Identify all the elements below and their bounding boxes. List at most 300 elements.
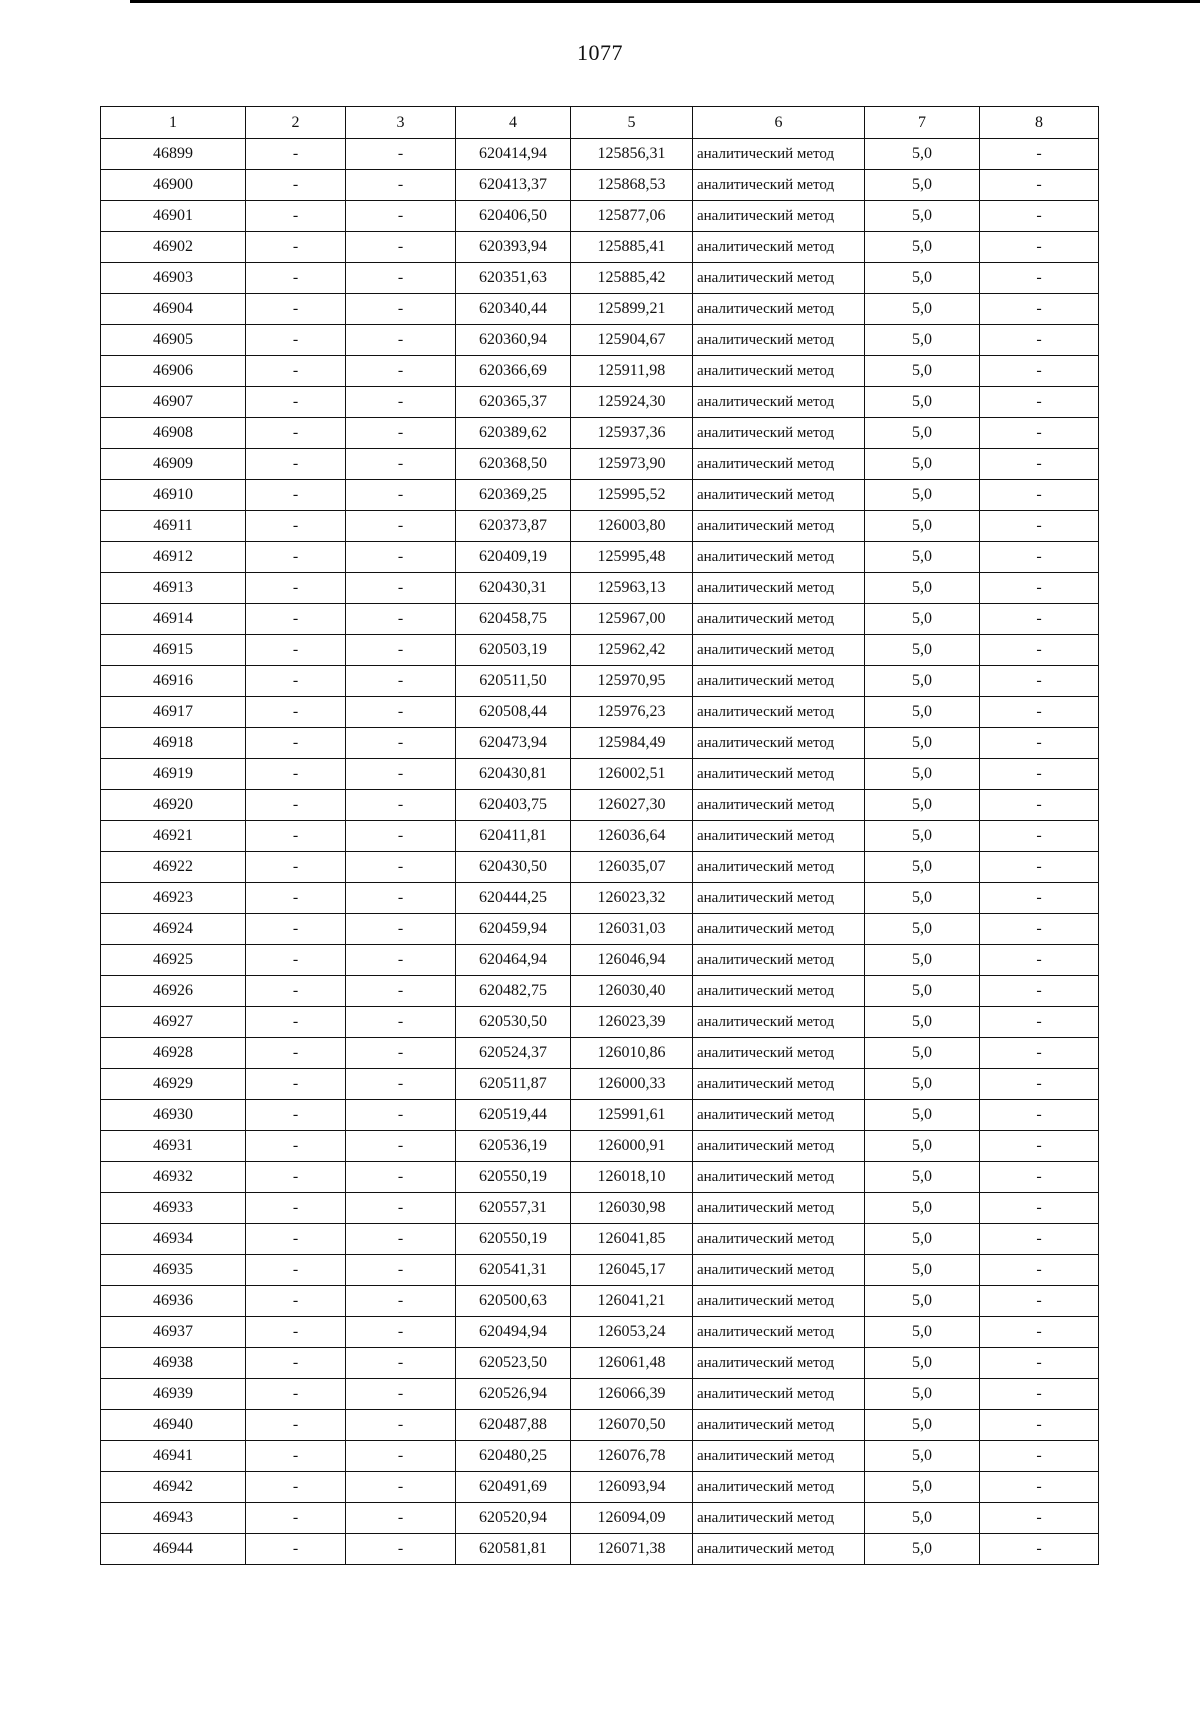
col2-cell: - <box>246 170 346 201</box>
method-cell: аналитический метод <box>693 790 865 821</box>
col8-cell: - <box>980 883 1099 914</box>
y-coordinate-cell: 126000,91 <box>571 1131 693 1162</box>
accuracy-cell: 5,0 <box>865 728 980 759</box>
col8-cell: - <box>980 1100 1099 1131</box>
col2-cell: - <box>246 325 346 356</box>
column-header-8: 8 <box>980 107 1099 139</box>
table-row <box>101 759 1099 790</box>
col3-cell: - <box>346 666 456 697</box>
col3-cell: - <box>346 1007 456 1038</box>
x-coordinate-cell: 620550,19 <box>456 1224 571 1255</box>
x-coordinate-cell: 620480,25 <box>456 1441 571 1472</box>
col8-cell: - <box>980 976 1099 1007</box>
col3-cell: - <box>346 821 456 852</box>
y-coordinate-cell: 125991,61 <box>571 1100 693 1131</box>
col2-cell: - <box>246 201 346 232</box>
accuracy-cell: 5,0 <box>865 852 980 883</box>
col2-cell: - <box>246 387 346 418</box>
table-row <box>101 232 1099 263</box>
y-coordinate-cell: 125856,31 <box>571 139 693 170</box>
col8-cell: - <box>980 232 1099 263</box>
col3-cell: - <box>346 759 456 790</box>
point-number-cell: 46926 <box>101 976 246 1007</box>
col8-cell: - <box>980 914 1099 945</box>
method-cell: аналитический метод <box>693 480 865 511</box>
col3-cell: - <box>346 852 456 883</box>
method-cell: аналитический метод <box>693 1038 865 1069</box>
accuracy-cell: 5,0 <box>865 573 980 604</box>
x-coordinate-cell: 620393,94 <box>456 232 571 263</box>
method-cell: аналитический метод <box>693 201 865 232</box>
point-number-cell: 46925 <box>101 945 246 976</box>
table-row <box>101 852 1099 883</box>
col2-cell: - <box>246 1224 346 1255</box>
col3-cell: - <box>346 294 456 325</box>
accuracy-cell: 5,0 <box>865 1038 980 1069</box>
column-header-4: 4 <box>456 107 571 139</box>
point-number-cell: 46902 <box>101 232 246 263</box>
table-row <box>101 201 1099 232</box>
col8-cell: - <box>980 480 1099 511</box>
point-number-cell: 46929 <box>101 1069 246 1100</box>
col2-cell: - <box>246 1131 346 1162</box>
accuracy-cell: 5,0 <box>865 356 980 387</box>
col8-cell: - <box>980 356 1099 387</box>
col3-cell: - <box>346 728 456 759</box>
method-cell: аналитический метод <box>693 573 865 604</box>
method-cell: аналитический метод <box>693 263 865 294</box>
x-coordinate-cell: 620406,50 <box>456 201 571 232</box>
y-coordinate-cell: 125970,95 <box>571 666 693 697</box>
col8-cell: - <box>980 418 1099 449</box>
accuracy-cell: 5,0 <box>865 635 980 666</box>
x-coordinate-cell: 620536,19 <box>456 1131 571 1162</box>
method-cell: аналитический метод <box>693 852 865 883</box>
x-coordinate-cell: 620403,75 <box>456 790 571 821</box>
col3-cell: - <box>346 1286 456 1317</box>
col3-cell: - <box>346 976 456 1007</box>
col2-cell: - <box>246 263 346 294</box>
y-coordinate-cell: 125877,06 <box>571 201 693 232</box>
point-number-cell: 46916 <box>101 666 246 697</box>
page-number: 1077 <box>577 40 623 65</box>
col2-cell: - <box>246 1534 346 1565</box>
point-number-cell: 46921 <box>101 821 246 852</box>
table-row <box>101 449 1099 480</box>
col3-cell: - <box>346 263 456 294</box>
point-number-cell: 46928 <box>101 1038 246 1069</box>
col8-cell: - <box>980 1193 1099 1224</box>
method-cell: аналитический метод <box>693 1472 865 1503</box>
x-coordinate-cell: 620360,94 <box>456 325 571 356</box>
col8-cell: - <box>980 635 1099 666</box>
accuracy-cell: 5,0 <box>865 1193 980 1224</box>
y-coordinate-cell: 126035,07 <box>571 852 693 883</box>
col2-cell: - <box>246 1038 346 1069</box>
point-number-cell: 46940 <box>101 1410 246 1441</box>
col8-cell: - <box>980 604 1099 635</box>
x-coordinate-cell: 620459,94 <box>456 914 571 945</box>
accuracy-cell: 5,0 <box>865 1534 980 1565</box>
x-coordinate-cell: 620524,37 <box>456 1038 571 1069</box>
x-coordinate-cell: 620482,75 <box>456 976 571 1007</box>
table-row <box>101 1038 1099 1069</box>
col8-cell: - <box>980 387 1099 418</box>
col8-cell: - <box>980 1069 1099 1100</box>
col8-cell: - <box>980 542 1099 573</box>
method-cell: аналитический метод <box>693 1410 865 1441</box>
col3-cell: - <box>346 139 456 170</box>
col3-cell: - <box>346 1534 456 1565</box>
method-cell: аналитический метод <box>693 1348 865 1379</box>
col2-cell: - <box>246 1069 346 1100</box>
point-number-cell: 46944 <box>101 1534 246 1565</box>
method-cell: аналитический метод <box>693 1069 865 1100</box>
column-header-1: 1 <box>101 107 246 139</box>
x-coordinate-cell: 620541,31 <box>456 1255 571 1286</box>
accuracy-cell: 5,0 <box>865 449 980 480</box>
table-row <box>101 1503 1099 1534</box>
accuracy-cell: 5,0 <box>865 1224 980 1255</box>
column-header-6: 6 <box>693 107 865 139</box>
table-row <box>101 1007 1099 1038</box>
y-coordinate-cell: 126030,98 <box>571 1193 693 1224</box>
accuracy-cell: 5,0 <box>865 1379 980 1410</box>
table-row <box>101 1162 1099 1193</box>
col8-cell: - <box>980 945 1099 976</box>
method-cell: аналитический метод <box>693 542 865 573</box>
col3-cell: - <box>346 573 456 604</box>
col8-cell: - <box>980 1472 1099 1503</box>
method-cell: аналитический метод <box>693 1131 865 1162</box>
y-coordinate-cell: 126027,30 <box>571 790 693 821</box>
accuracy-cell: 5,0 <box>865 1317 980 1348</box>
col2-cell: - <box>246 604 346 635</box>
accuracy-cell: 5,0 <box>865 790 980 821</box>
col3-cell: - <box>346 418 456 449</box>
point-number-cell: 46935 <box>101 1255 246 1286</box>
accuracy-cell: 5,0 <box>865 1162 980 1193</box>
method-cell: аналитический метод <box>693 976 865 1007</box>
col2-cell: - <box>246 511 346 542</box>
point-number-cell: 46906 <box>101 356 246 387</box>
point-number-cell: 46908 <box>101 418 246 449</box>
x-coordinate-cell: 620487,88 <box>456 1410 571 1441</box>
table-row <box>101 1348 1099 1379</box>
method-cell: аналитический метод <box>693 1255 865 1286</box>
accuracy-cell: 5,0 <box>865 1069 980 1100</box>
col8-cell: - <box>980 263 1099 294</box>
col2-cell: - <box>246 449 346 480</box>
accuracy-cell: 5,0 <box>865 759 980 790</box>
y-coordinate-cell: 125976,23 <box>571 697 693 728</box>
y-coordinate-cell: 125973,90 <box>571 449 693 480</box>
col8-cell: - <box>980 449 1099 480</box>
column-header-3: 3 <box>346 107 456 139</box>
col2-cell: - <box>246 1441 346 1472</box>
x-coordinate-cell: 620369,25 <box>456 480 571 511</box>
y-coordinate-cell: 125967,00 <box>571 604 693 635</box>
col8-cell: - <box>980 1379 1099 1410</box>
col2-cell: - <box>246 790 346 821</box>
y-coordinate-cell: 125924,30 <box>571 387 693 418</box>
accuracy-cell: 5,0 <box>865 1503 980 1534</box>
method-cell: аналитический метод <box>693 604 865 635</box>
y-coordinate-cell: 126036,64 <box>571 821 693 852</box>
accuracy-cell: 5,0 <box>865 294 980 325</box>
accuracy-cell: 5,0 <box>865 263 980 294</box>
method-cell: аналитический метод <box>693 232 865 263</box>
col8-cell: - <box>980 201 1099 232</box>
coordinates-table-container <box>100 106 1098 1565</box>
method-cell: аналитический метод <box>693 945 865 976</box>
table-row <box>101 1255 1099 1286</box>
col3-cell: - <box>346 1069 456 1100</box>
col8-cell: - <box>980 1255 1099 1286</box>
x-coordinate-cell: 620366,69 <box>456 356 571 387</box>
method-cell: аналитический метод <box>693 139 865 170</box>
point-number-cell: 46901 <box>101 201 246 232</box>
y-coordinate-cell: 126046,94 <box>571 945 693 976</box>
point-number-cell: 46900 <box>101 170 246 201</box>
method-cell: аналитический метод <box>693 449 865 480</box>
x-coordinate-cell: 620340,44 <box>456 294 571 325</box>
point-number-cell: 46942 <box>101 1472 246 1503</box>
col2-cell: - <box>246 666 346 697</box>
col2-cell: - <box>246 635 346 666</box>
table-row <box>101 480 1099 511</box>
accuracy-cell: 5,0 <box>865 1441 980 1472</box>
col8-cell: - <box>980 1534 1099 1565</box>
x-coordinate-cell: 620409,19 <box>456 542 571 573</box>
point-number-cell: 46910 <box>101 480 246 511</box>
table-row <box>101 821 1099 852</box>
table-row <box>101 945 1099 976</box>
col3-cell: - <box>346 201 456 232</box>
col8-cell: - <box>980 1441 1099 1472</box>
table-row <box>101 1069 1099 1100</box>
col3-cell: - <box>346 1162 456 1193</box>
col2-cell: - <box>246 945 346 976</box>
accuracy-cell: 5,0 <box>865 697 980 728</box>
col3-cell: - <box>346 883 456 914</box>
col8-cell: - <box>980 139 1099 170</box>
col2-cell: - <box>246 914 346 945</box>
accuracy-cell: 5,0 <box>865 1100 980 1131</box>
x-coordinate-cell: 620458,75 <box>456 604 571 635</box>
x-coordinate-cell: 620414,94 <box>456 139 571 170</box>
table-row <box>101 139 1099 170</box>
point-number-cell: 46914 <box>101 604 246 635</box>
method-cell: аналитический метод <box>693 728 865 759</box>
y-coordinate-cell: 126066,39 <box>571 1379 693 1410</box>
accuracy-cell: 5,0 <box>865 170 980 201</box>
col8-cell: - <box>980 728 1099 759</box>
y-coordinate-cell: 125937,36 <box>571 418 693 449</box>
col2-cell: - <box>246 852 346 883</box>
y-coordinate-cell: 126010,86 <box>571 1038 693 1069</box>
col8-cell: - <box>980 1007 1099 1038</box>
col3-cell: - <box>346 542 456 573</box>
y-coordinate-cell: 125995,52 <box>571 480 693 511</box>
accuracy-cell: 5,0 <box>865 976 980 1007</box>
col8-cell: - <box>980 511 1099 542</box>
col2-cell: - <box>246 573 346 604</box>
point-number-cell: 46924 <box>101 914 246 945</box>
column-header-7: 7 <box>865 107 980 139</box>
x-coordinate-cell: 620508,44 <box>456 697 571 728</box>
y-coordinate-cell: 126023,39 <box>571 1007 693 1038</box>
y-coordinate-cell: 125984,49 <box>571 728 693 759</box>
col2-cell: - <box>246 1007 346 1038</box>
table-row <box>101 914 1099 945</box>
col2-cell: - <box>246 1472 346 1503</box>
y-coordinate-cell: 126071,38 <box>571 1534 693 1565</box>
col2-cell: - <box>246 542 346 573</box>
y-coordinate-cell: 126094,09 <box>571 1503 693 1534</box>
column-header-5: 5 <box>571 107 693 139</box>
col3-cell: - <box>346 1131 456 1162</box>
method-cell: аналитический метод <box>693 511 865 542</box>
col3-cell: - <box>346 1348 456 1379</box>
method-cell: аналитический метод <box>693 759 865 790</box>
x-coordinate-cell: 620581,81 <box>456 1534 571 1565</box>
accuracy-cell: 5,0 <box>865 666 980 697</box>
col8-cell: - <box>980 1038 1099 1069</box>
col2-cell: - <box>246 139 346 170</box>
col2-cell: - <box>246 1348 346 1379</box>
col3-cell: - <box>346 232 456 263</box>
point-number-cell: 46923 <box>101 883 246 914</box>
point-number-cell: 46911 <box>101 511 246 542</box>
method-cell: аналитический метод <box>693 1286 865 1317</box>
accuracy-cell: 5,0 <box>865 1348 980 1379</box>
accuracy-cell: 5,0 <box>865 387 980 418</box>
table-header-row <box>101 107 1099 139</box>
col8-cell: - <box>980 325 1099 356</box>
y-coordinate-cell: 126000,33 <box>571 1069 693 1100</box>
point-number-cell: 46937 <box>101 1317 246 1348</box>
table-row <box>101 1193 1099 1224</box>
accuracy-cell: 5,0 <box>865 883 980 914</box>
point-number-cell: 46936 <box>101 1286 246 1317</box>
method-cell: аналитический метод <box>693 387 865 418</box>
x-coordinate-cell: 620464,94 <box>456 945 571 976</box>
x-coordinate-cell: 620550,19 <box>456 1162 571 1193</box>
col3-cell: - <box>346 1317 456 1348</box>
point-number-cell: 46933 <box>101 1193 246 1224</box>
col2-cell: - <box>246 1503 346 1534</box>
col8-cell: - <box>980 666 1099 697</box>
method-cell: аналитический метод <box>693 666 865 697</box>
col2-cell: - <box>246 1379 346 1410</box>
accuracy-cell: 5,0 <box>865 480 980 511</box>
col8-cell: - <box>980 1348 1099 1379</box>
col2-cell: - <box>246 759 346 790</box>
accuracy-cell: 5,0 <box>865 604 980 635</box>
x-coordinate-cell: 620373,87 <box>456 511 571 542</box>
col3-cell: - <box>346 914 456 945</box>
col8-cell: - <box>980 790 1099 821</box>
y-coordinate-cell: 125995,48 <box>571 542 693 573</box>
col8-cell: - <box>980 1503 1099 1534</box>
col3-cell: - <box>346 1472 456 1503</box>
col8-cell: - <box>980 1317 1099 1348</box>
col3-cell: - <box>346 480 456 511</box>
accuracy-cell: 5,0 <box>865 1286 980 1317</box>
y-coordinate-cell: 126053,24 <box>571 1317 693 1348</box>
method-cell: аналитический метод <box>693 1162 865 1193</box>
x-coordinate-cell: 620526,94 <box>456 1379 571 1410</box>
col8-cell: - <box>980 821 1099 852</box>
table-row <box>101 697 1099 728</box>
y-coordinate-cell: 126070,50 <box>571 1410 693 1441</box>
col3-cell: - <box>346 511 456 542</box>
point-number-cell: 46939 <box>101 1379 246 1410</box>
col2-cell: - <box>246 356 346 387</box>
point-number-cell: 46912 <box>101 542 246 573</box>
x-coordinate-cell: 620523,50 <box>456 1348 571 1379</box>
col2-cell: - <box>246 697 346 728</box>
table-row <box>101 1472 1099 1503</box>
y-coordinate-cell: 125868,53 <box>571 170 693 201</box>
x-coordinate-cell: 620430,81 <box>456 759 571 790</box>
method-cell: аналитический метод <box>693 635 865 666</box>
point-number-cell: 46903 <box>101 263 246 294</box>
point-number-cell: 46930 <box>101 1100 246 1131</box>
x-coordinate-cell: 620413,37 <box>456 170 571 201</box>
col2-cell: - <box>246 1317 346 1348</box>
col3-cell: - <box>346 1441 456 1472</box>
col3-cell: - <box>346 325 456 356</box>
table-row <box>101 294 1099 325</box>
table-row <box>101 883 1099 914</box>
table-row <box>101 666 1099 697</box>
point-number-cell: 46905 <box>101 325 246 356</box>
accuracy-cell: 5,0 <box>865 821 980 852</box>
accuracy-cell: 5,0 <box>865 1410 980 1441</box>
col3-cell: - <box>346 945 456 976</box>
x-coordinate-cell: 620389,62 <box>456 418 571 449</box>
point-number-cell: 46934 <box>101 1224 246 1255</box>
method-cell: аналитический метод <box>693 697 865 728</box>
table-row <box>101 1224 1099 1255</box>
y-coordinate-cell: 126030,40 <box>571 976 693 1007</box>
accuracy-cell: 5,0 <box>865 914 980 945</box>
col8-cell: - <box>980 759 1099 790</box>
col3-cell: - <box>346 790 456 821</box>
table-row <box>101 263 1099 294</box>
accuracy-cell: 5,0 <box>865 1007 980 1038</box>
method-cell: аналитический метод <box>693 1441 865 1472</box>
table-row <box>101 542 1099 573</box>
y-coordinate-cell: 126076,78 <box>571 1441 693 1472</box>
y-coordinate-cell: 126018,10 <box>571 1162 693 1193</box>
point-number-cell: 46913 <box>101 573 246 604</box>
method-cell: аналитический метод <box>693 883 865 914</box>
x-coordinate-cell: 620503,19 <box>456 635 571 666</box>
table-row <box>101 1100 1099 1131</box>
x-coordinate-cell: 620530,50 <box>456 1007 571 1038</box>
x-coordinate-cell: 620365,37 <box>456 387 571 418</box>
col3-cell: - <box>346 387 456 418</box>
col2-cell: - <box>246 1162 346 1193</box>
method-cell: аналитический метод <box>693 821 865 852</box>
method-cell: аналитический метод <box>693 170 865 201</box>
table-row <box>101 1286 1099 1317</box>
col3-cell: - <box>346 1410 456 1441</box>
col2-cell: - <box>246 883 346 914</box>
